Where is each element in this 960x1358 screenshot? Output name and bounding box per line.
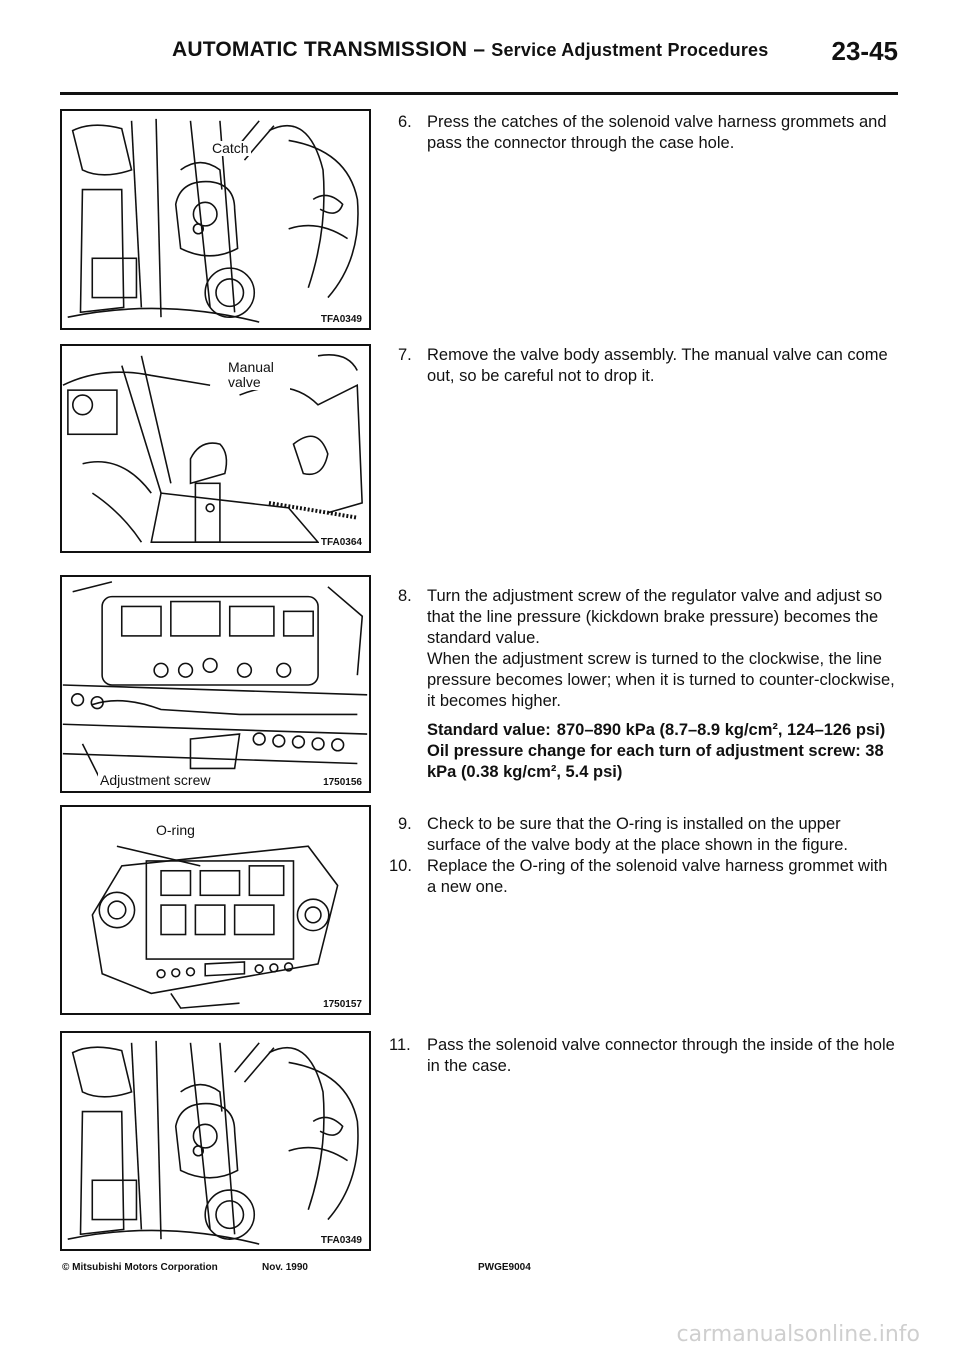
step-11 xyxy=(389,1035,898,1077)
step-text: Check to be sure that the O-ring is installed on the upper surface of the valve body at the place shown in the figure. xyxy=(427,815,849,854)
figure-manual-valve xyxy=(60,344,371,553)
step-number: 11. xyxy=(389,1036,411,1054)
figure-code: 1750157 xyxy=(323,999,362,1010)
step-number: 7. xyxy=(398,346,412,364)
figure-label-manual-valve: Manual valve xyxy=(226,360,290,390)
figure-connector xyxy=(60,1031,371,1251)
section-title-main: AUTOMATIC TRANSMISSION – xyxy=(172,38,486,61)
standard-value-label: Standard value: xyxy=(427,721,551,739)
step-text: Remove the valve body assembly. The manual valve can come out, so be careful not to drop it. xyxy=(427,346,888,385)
footer-copyright: © Mitsubishi Motors Corporation xyxy=(62,1262,218,1273)
watermark: carmanualsonline.info xyxy=(676,1322,920,1347)
standard-value-value: 870–890 kPa (8.7–8.9 kg/cm², 124–126 psi) xyxy=(556,721,886,739)
figure-o-ring xyxy=(60,805,371,1015)
step-text: Turn the adjustment screw of the regulator valve and adjust so that the line pressure (kickdown brake pressure) becomes the standard value. xyxy=(427,587,883,647)
figure-manual-valve-drawing xyxy=(62,346,369,551)
header-rule xyxy=(60,92,898,95)
figure-adjustment-screw xyxy=(60,575,371,793)
footer-date: Nov. 1990 xyxy=(262,1262,308,1273)
step-number: 9. xyxy=(398,815,412,833)
figure-label-adjustment-screw: Adjustment screw xyxy=(100,772,211,788)
step-9 xyxy=(398,814,898,856)
step-number: 10. xyxy=(389,857,412,875)
step-text: Press the catches of the solenoid valve harness grommets and pass the connector through the case hole. xyxy=(427,113,887,152)
step-8 xyxy=(398,586,898,783)
figure-o-ring-drawing xyxy=(62,807,369,1013)
step-text-2: When the adjustment screw is turned to the clockwise, the line pressure becomes lower; when it is turned to counter-clockwise, it becomes higher. xyxy=(427,650,895,710)
oil-pressure-change: Oil pressure change for each turn of adjustment screw: 38 kPa (0.38 kg/cm², 5.4 psi) xyxy=(427,742,884,781)
standard-value xyxy=(427,720,898,741)
figure-label-catch: Catch xyxy=(212,140,249,156)
step-number: 6. xyxy=(398,113,412,131)
step-text: Replace the O-ring of the solenoid valve harness grommet with a new one. xyxy=(427,857,888,896)
step-10 xyxy=(389,856,898,898)
figure-label-o-ring: O-ring xyxy=(156,822,195,838)
step-text: Pass the solenoid valve connector through the inside of the hole in the case. xyxy=(427,1036,895,1075)
figure-code: TFA0364 xyxy=(320,537,362,548)
figure-code: 1750156 xyxy=(323,777,362,788)
figure-catch xyxy=(60,109,371,330)
step-7 xyxy=(398,345,898,387)
page-header xyxy=(60,36,898,96)
figure-code: TFA0349 xyxy=(320,1235,362,1246)
section-title-sub: Service Adjustment Procedures xyxy=(491,40,769,60)
step-6 xyxy=(398,112,898,154)
step-number: 8. xyxy=(398,587,412,605)
section-title xyxy=(172,38,768,62)
page-number: 23-45 xyxy=(831,36,898,66)
footer-doc-code: PWGE9004 xyxy=(478,1262,531,1273)
figure-connector-drawing xyxy=(62,1033,369,1249)
figure-adjustment-screw-drawing xyxy=(62,577,369,791)
figure-code: TFA0349 xyxy=(320,314,362,325)
